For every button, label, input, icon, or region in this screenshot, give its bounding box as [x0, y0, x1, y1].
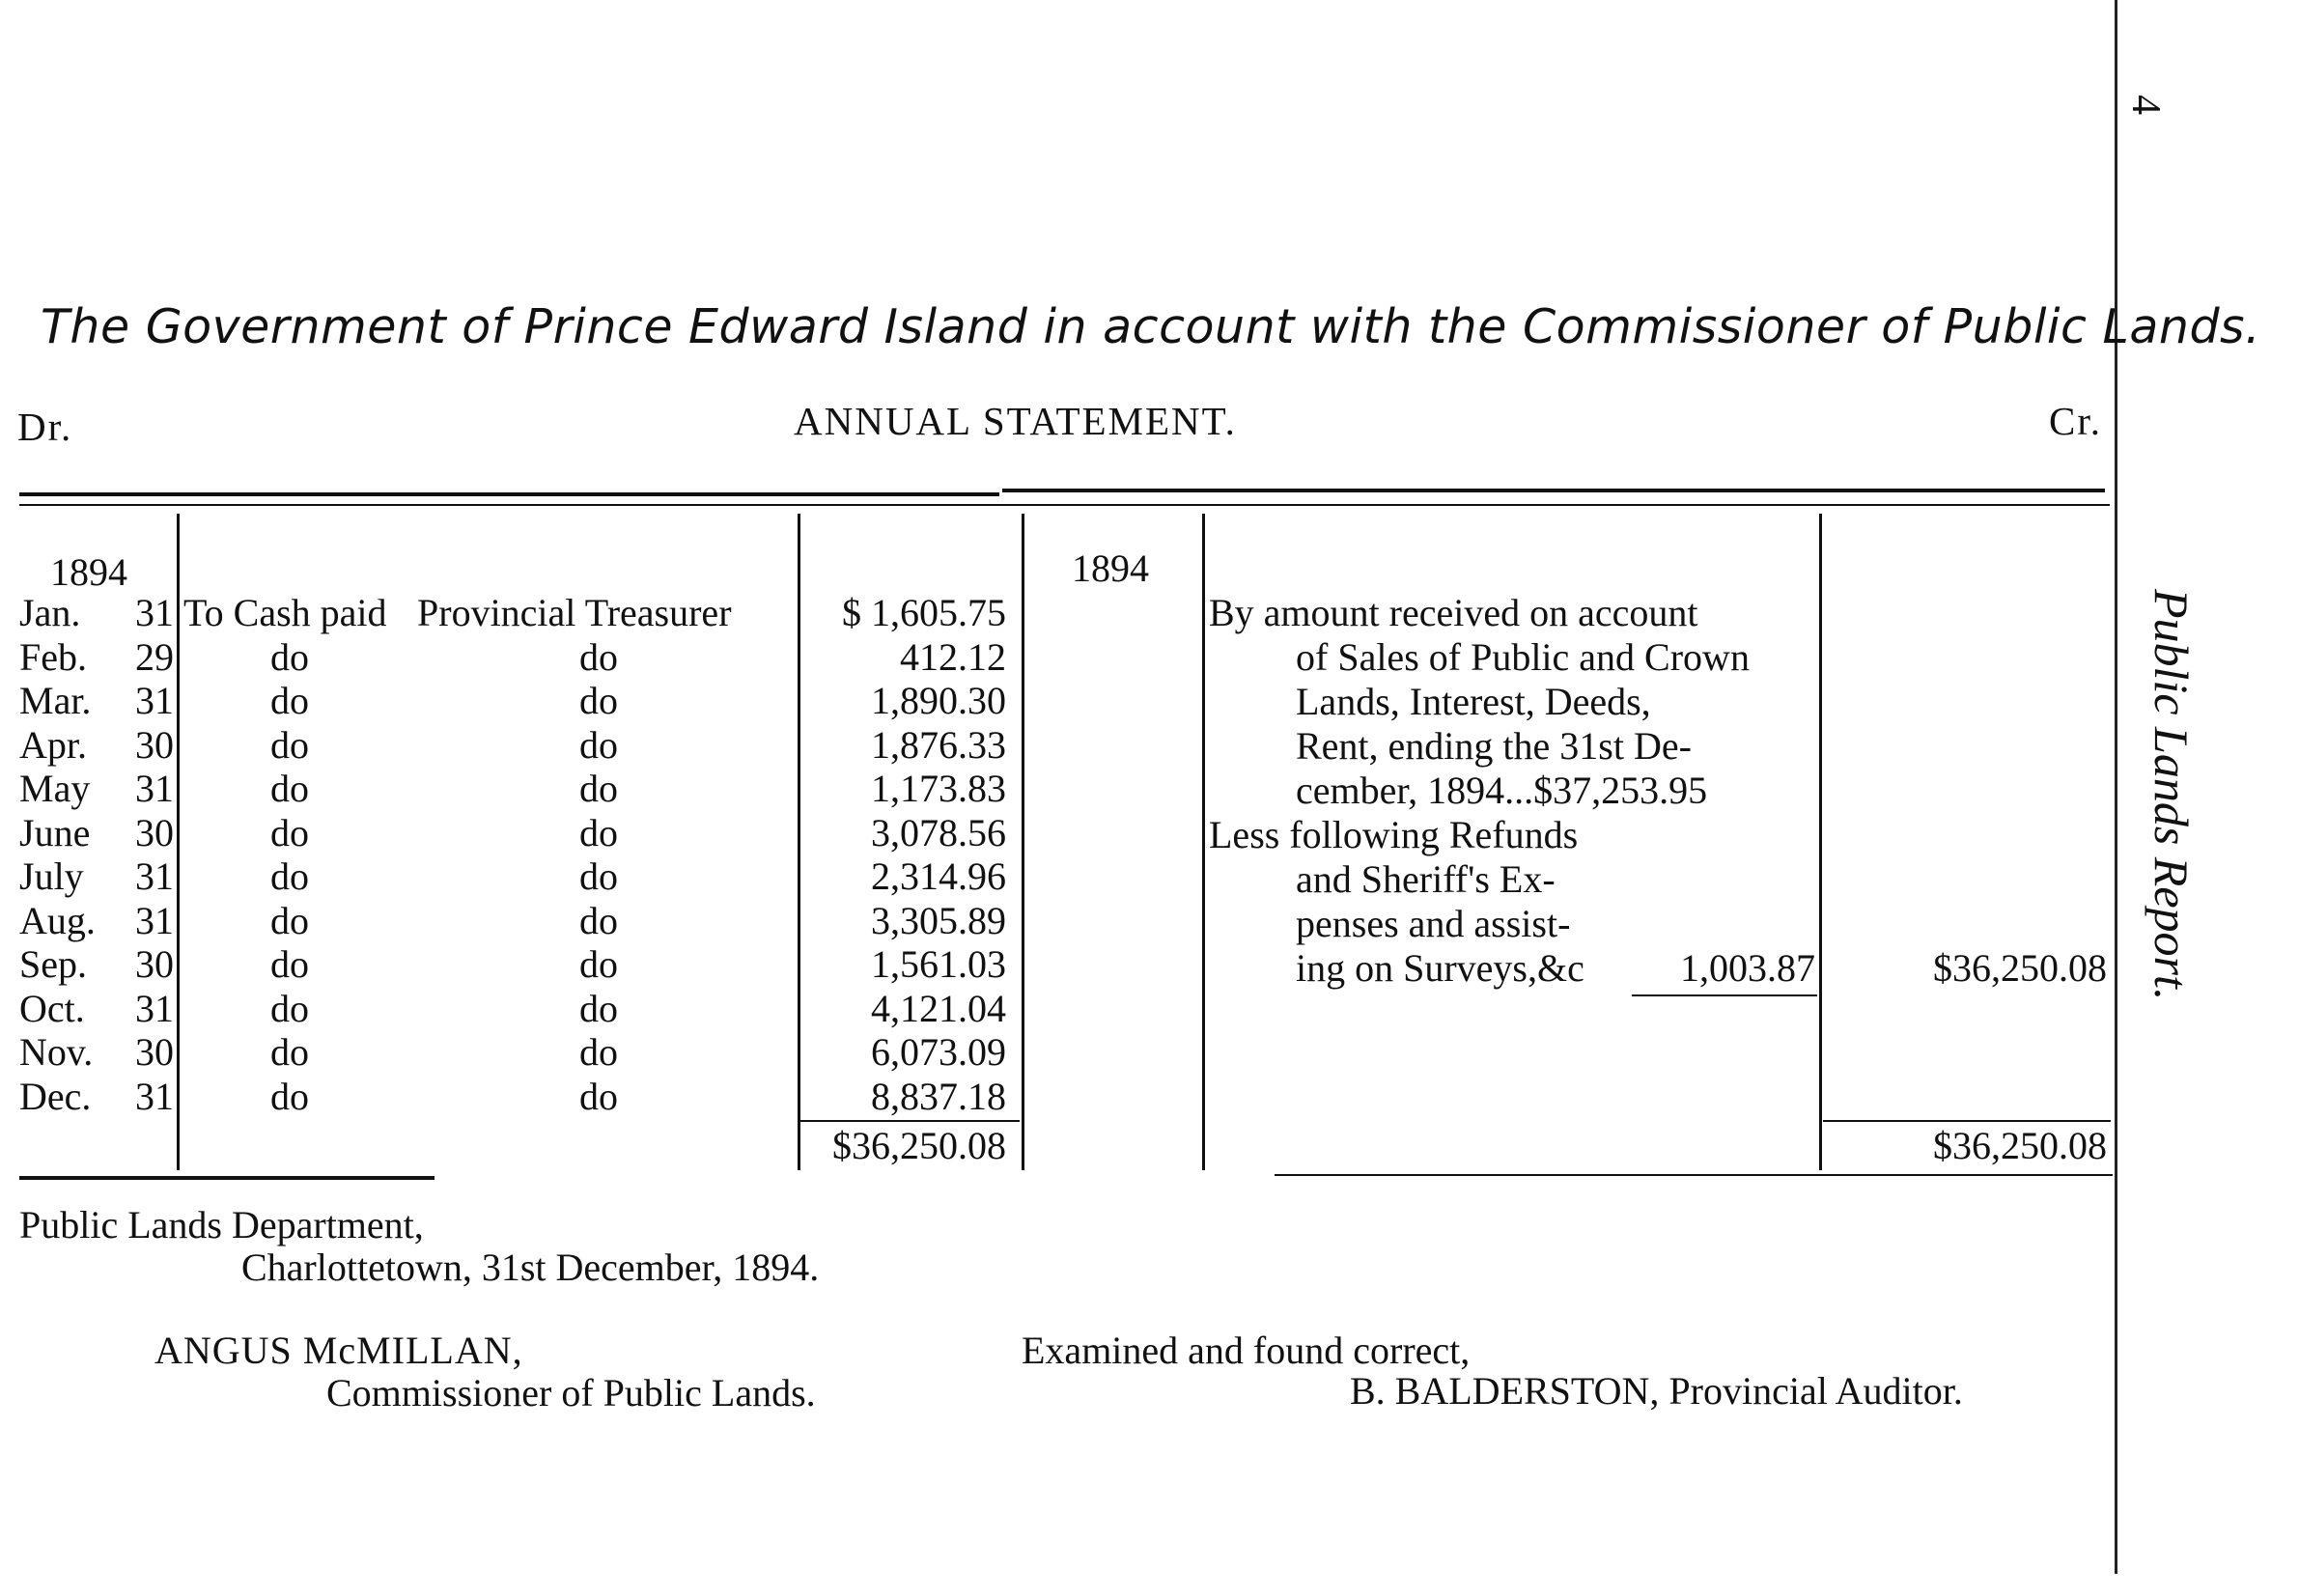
debit-row-desc-a: do [270, 679, 309, 722]
debit-row-desc-a: do [270, 1074, 309, 1118]
debit-row-desc-b: do [579, 854, 618, 898]
debit-row-amount: 412.12 [900, 634, 1006, 679]
statement-heading: ANNUAL STATEMENT. [794, 399, 1237, 443]
credit-less-3: penses and assist- [1296, 902, 1571, 945]
debit-sum-rule [799, 1120, 1020, 1122]
debit-row-month: May [19, 767, 91, 810]
debit-row-month: Feb. [19, 634, 87, 679]
debit-row-day: 31 [135, 679, 174, 722]
debit-row-desc-a: do [270, 810, 309, 854]
footer-signer-title: Commissioner of Public Lands. [326, 1371, 816, 1414]
debit-row-month: July [19, 854, 84, 898]
debit-row-amount: 4,121.04 [871, 986, 1006, 1030]
debit-row-amount: 1,561.03 [871, 942, 1006, 986]
debit-row-desc-a: To Cash paid [183, 591, 387, 634]
credit-line-2: of Sales of Public and Crown [1296, 635, 1750, 679]
debit-row-amount: 3,078.56 [871, 810, 1006, 854]
debit-row-desc-b: do [579, 898, 618, 942]
footer-auditor: B. BALDERSTON, Provincial Auditor. [1350, 1369, 1963, 1413]
footer-place-date: Charlottetown, 31st December, 1894. [241, 1246, 820, 1289]
col-rule-credit-date [1202, 514, 1205, 1170]
bottom-rule-right [1275, 1174, 2113, 1176]
top-rule-thin [19, 504, 2110, 506]
debit-row-desc-a: do [270, 722, 309, 767]
debit-row-day: 31 [135, 854, 174, 898]
credit-less-1: Less following Refunds [1209, 813, 1579, 856]
debit-row-day: 31 [135, 986, 174, 1030]
credit-sum-rule [1823, 1120, 2111, 1122]
debit-row-amount: 1,173.83 [871, 767, 1006, 810]
debit-row-amount: $ 1,605.75 [842, 591, 1006, 634]
top-rule-right [1002, 489, 2105, 492]
debit-row-month: Apr. [19, 722, 87, 767]
debit-row-desc-a: do [270, 1030, 309, 1074]
debit-row-month: Dec. [19, 1074, 92, 1118]
col-rule-center [1022, 514, 1024, 1170]
debit-row-desc-a: do [270, 634, 309, 679]
top-rule-left [19, 492, 999, 496]
footer-examined: Examined and found correct, [1022, 1329, 1471, 1372]
debit-row-amount: 1,876.33 [871, 722, 1006, 767]
credit-line-1: By amount received on account [1209, 591, 1698, 634]
debit-row-desc-b: do [579, 942, 618, 986]
debit-row-day: 29 [135, 634, 174, 679]
debit-row-amount: 1,890.30 [871, 679, 1006, 722]
debit-row-day: 30 [135, 1030, 174, 1074]
debit-row-day: 31 [135, 591, 174, 634]
debit-row-day: 31 [135, 1074, 174, 1118]
debit-row-desc-b: do [579, 722, 618, 767]
credit-line-5: cember, 1894...$37,253.95 [1296, 769, 1708, 812]
side-running-title: Public Lands Report. [2145, 589, 2199, 1001]
debit-row-month: Sep. [19, 942, 87, 986]
page-spine-rule [2115, 0, 2117, 1574]
debit-row-desc-a: do [270, 898, 309, 942]
debit-row-desc-b: do [579, 810, 618, 854]
debit-row-day: 31 [135, 767, 174, 810]
col-rule-amount [798, 514, 800, 1170]
debit-row-day: 31 [135, 898, 174, 942]
debit-row-day: 30 [135, 942, 174, 986]
debit-row-amount: 3,305.89 [871, 898, 1006, 942]
debit-row-month: Jan. [19, 591, 81, 634]
debit-year: 1894 [50, 550, 127, 594]
page-number: 4 [2123, 95, 2168, 115]
debit-row-desc-b: do [579, 767, 618, 810]
credit-less-2: and Sheriff's Ex- [1296, 857, 1556, 901]
credit-total: $36,250.08 [1933, 1124, 2107, 1167]
debit-row-day: 30 [135, 722, 174, 767]
debit-row-desc-b: do [579, 986, 618, 1030]
debit-row-desc-b: Provincial Treasurer [417, 591, 732, 634]
col-rule-credit-total [1819, 514, 1822, 1170]
credit-line-3: Lands, Interest, Deeds, [1296, 680, 1651, 723]
debit-row-amount: 6,073.09 [871, 1030, 1006, 1074]
debit-row-month: Aug. [19, 898, 96, 942]
credit-net: $36,250.08 [1933, 946, 2107, 990]
debit-label: Dr. [17, 405, 73, 449]
debit-row-month: Nov. [19, 1030, 94, 1074]
debit-row-desc-b: do [579, 679, 618, 722]
bottom-rule-left [19, 1176, 435, 1180]
footer-signer: ANGUS McMILLAN, [154, 1329, 523, 1372]
debit-row-amount: 8,837.18 [871, 1074, 1006, 1118]
col-rule-date [177, 514, 180, 1170]
credit-label: Cr. [2049, 399, 2102, 443]
footer-department: Public Lands Department, [19, 1203, 424, 1246]
debit-total: $36,250.08 [832, 1124, 1006, 1167]
credit-year: 1894 [1072, 546, 1149, 590]
refunds-rule [1632, 994, 1817, 996]
debit-row-month: Oct. [19, 986, 85, 1030]
debit-row-month: Mar. [19, 679, 92, 722]
credit-refunds: 1,003.87 [1680, 946, 1815, 990]
debit-row-desc-a: do [270, 767, 309, 810]
debit-row-desc-a: do [270, 854, 309, 898]
debit-row-day: 30 [135, 810, 174, 854]
debit-row-amount: 2,314.96 [871, 854, 1006, 898]
credit-less-4: ing on Surveys,&c [1296, 946, 1584, 990]
credit-line-4: Rent, ending the 31st De- [1296, 724, 1692, 768]
debit-row-desc-a: do [270, 986, 309, 1030]
document-title: The Government of Prince Edward Island in account with the Commissioner of Public Lands. [41, 299, 2261, 354]
debit-row-month: June [19, 810, 91, 854]
debit-row-desc-a: do [270, 942, 309, 986]
debit-row-desc-b: do [579, 1030, 618, 1074]
debit-row-desc-b: do [579, 634, 618, 679]
debit-row-desc-b: do [579, 1074, 618, 1118]
